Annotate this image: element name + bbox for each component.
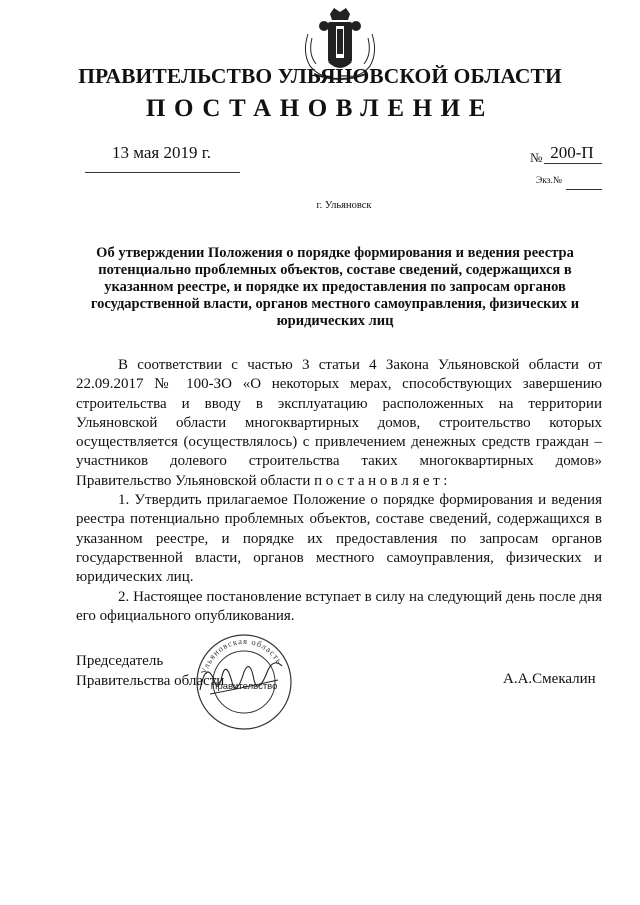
signatory-position-line1: Председатель xyxy=(76,653,164,669)
preamble-paragraph xyxy=(76,356,602,491)
document-number: 200-П xyxy=(550,143,594,162)
item-2-paragraph: 2. Настоящее постановление вступает в силу на следующий день после дня его официального опубликования. xyxy=(76,588,602,624)
stamp-ring-text: Ульяновская область xyxy=(198,635,285,676)
document-type-heading: ПОСТАНОВЛЕНИЕ xyxy=(145,95,495,122)
number-underline xyxy=(544,163,602,164)
item-1-paragraph: 1. Утвердить прилагаемое Положение о порядке формирования и ведения реестра потенциально проблемных объектов, составе сведений, содержащихся в указанном реестре, и порядке их предоставления по запросам органов государственной власти, органов местного самоуправления, физических и юридических лиц. xyxy=(76,492,602,586)
signatory-name: А.А.Смекалин xyxy=(503,671,596,687)
document-title: Об утверждении Положения о порядке формирования и ведения реестра потенциально проблемных объектов, составе сведений, содержащихся в указанном реестре, и порядке их предоставления по запросам органов государственной власти, органов местного самоуправления, физических и юридических лиц xyxy=(90,245,580,329)
preamble-text: В соответствии с частью 3 статьи 4 Закона Ульяновской области от 22.09.2017 № 100-ЗО «О некоторых мерах, способствующих завершению строительства и вводу в эксплуатацию расположенных на территории Ульяновской области многоквартирных домов, строительство которых осуществляется (осуществлялось) с привлечением денежных средств граждан – участников долевого строительства таких многоквартирных домов» Правительство Ульяновской области xyxy=(76,357,602,489)
document-date: 13 мая 2019 г. xyxy=(112,143,212,162)
number-sign: № xyxy=(530,150,543,165)
document-body xyxy=(76,356,602,626)
decree-word: постановляет: xyxy=(314,472,452,489)
city-label: г. Ульяновск xyxy=(316,200,372,211)
organization-heading: ПРАВИТЕЛЬСТВО УЛЬЯНОВСКОЙ ОБЛАСТИ xyxy=(78,64,562,88)
date-underline xyxy=(85,172,240,173)
signatory-position-line2: Правительства области xyxy=(76,673,225,689)
stamp-center-text: Правительство xyxy=(210,681,278,692)
copy-number-underline xyxy=(566,189,602,190)
copy-number-label: Экз.№ xyxy=(536,176,562,186)
signatory-position xyxy=(76,651,224,691)
